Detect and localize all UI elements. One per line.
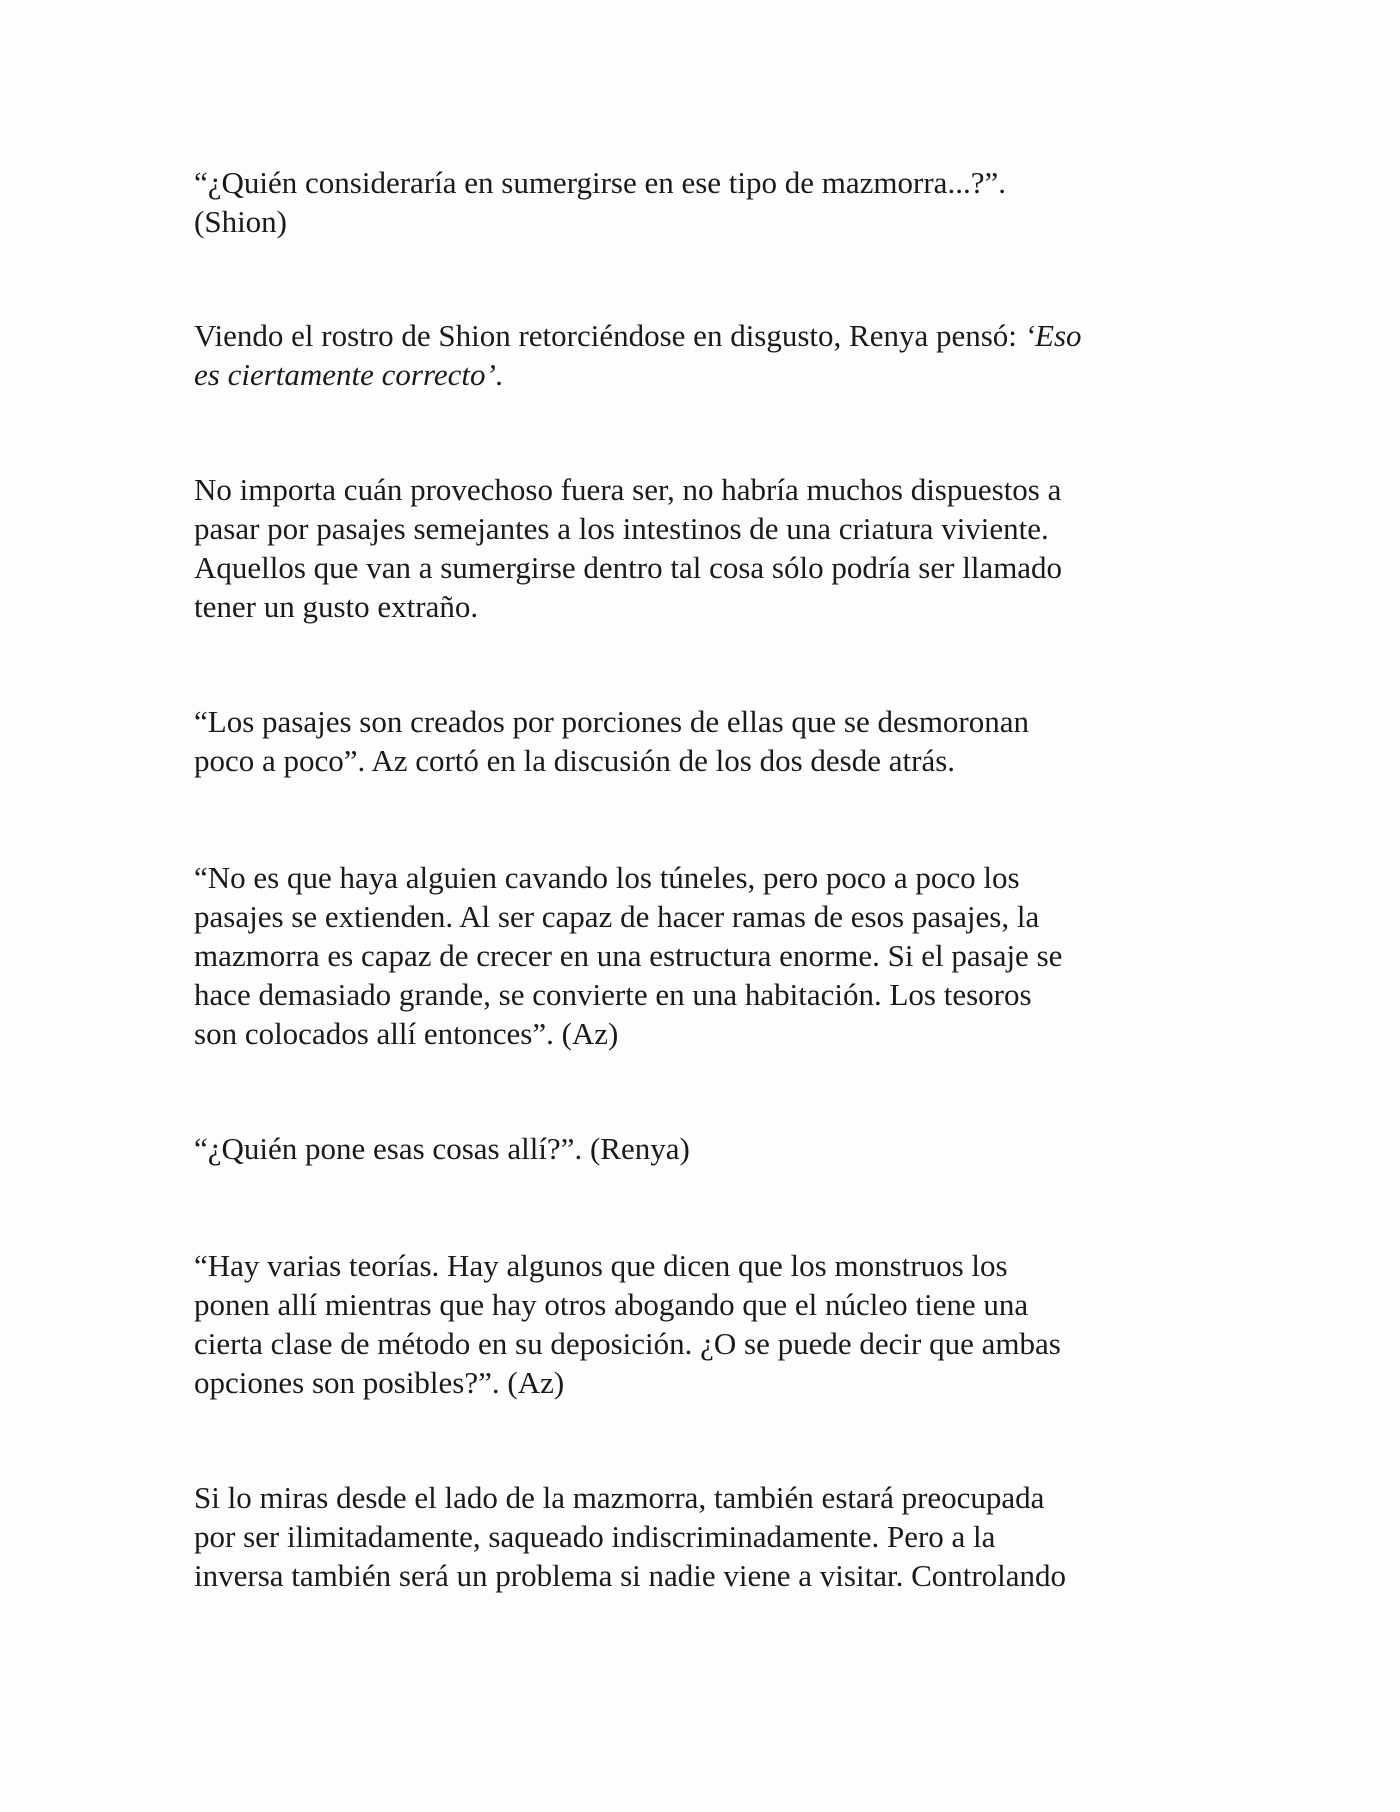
paragraph-az-interrupts: “Los pasajes son creados por porciones de ellas que se desmoronan poco a poco”. Az cortó en la discusión de los dos desde atrás. — [194, 704, 1030, 778]
paragraph-renya-thought — [194, 316, 1230, 394]
paragraph-az-explanation: “No es que haya alguien cavando los túneles, pero poco a poco los pasajes se extienden. Al ser capaz de hacer ramas de esos pasajes, la mazmorra es capaz de crecer en una estructura enorme. Si el pasaje se hace demasiado grande, se convierte en una habitación. Los tesoros son colocados allí entonces”. (Az) — [194, 860, 1063, 1051]
paragraph-renya-thought-italic: ‘Eso es ciertamente correcto’. — [194, 318, 1082, 392]
paragraph-narration-passages: No importa cuán provechoso fuera ser, no habría muchos dispuestos a pasar por pasajes semejantes a los intestinos de una criatura viviente. Aquellos que van a sumergirse dentro tal cosa sólo podría ser llamado tener un gusto extraño. — [194, 472, 1063, 624]
paragraph-az-theories: “Hay varias teorías. Hay algunos que dicen que los monstruos los ponen allí mientras que hay otros abogando que el núcleo tiene una cierta clase de método en su deposición. ¿O se puede decir que ambas opciones son posibles?”. (Az) — [194, 1248, 1061, 1400]
paragraph-shion-question: “¿Quién consideraría en sumergirse en ese tipo de mazmorra...?”. (Shion) — [194, 165, 1006, 239]
paragraph-renya-question: “¿Quién pone esas cosas allí?”. (Renya) — [194, 1131, 690, 1166]
paragraph-renya-thought-text: Viendo el rostro de Shion retorciéndose en disgusto, Renya pensó: — [194, 318, 1025, 353]
paragraph-dungeon-perspective: Si lo miras desde el lado de la mazmorra, también estará preocupada por ser ilimitadamente, saqueado indiscriminadamente. Pero a la inversa también será un problema si nadie viene a visitar. Controlando — [194, 1480, 1067, 1593]
